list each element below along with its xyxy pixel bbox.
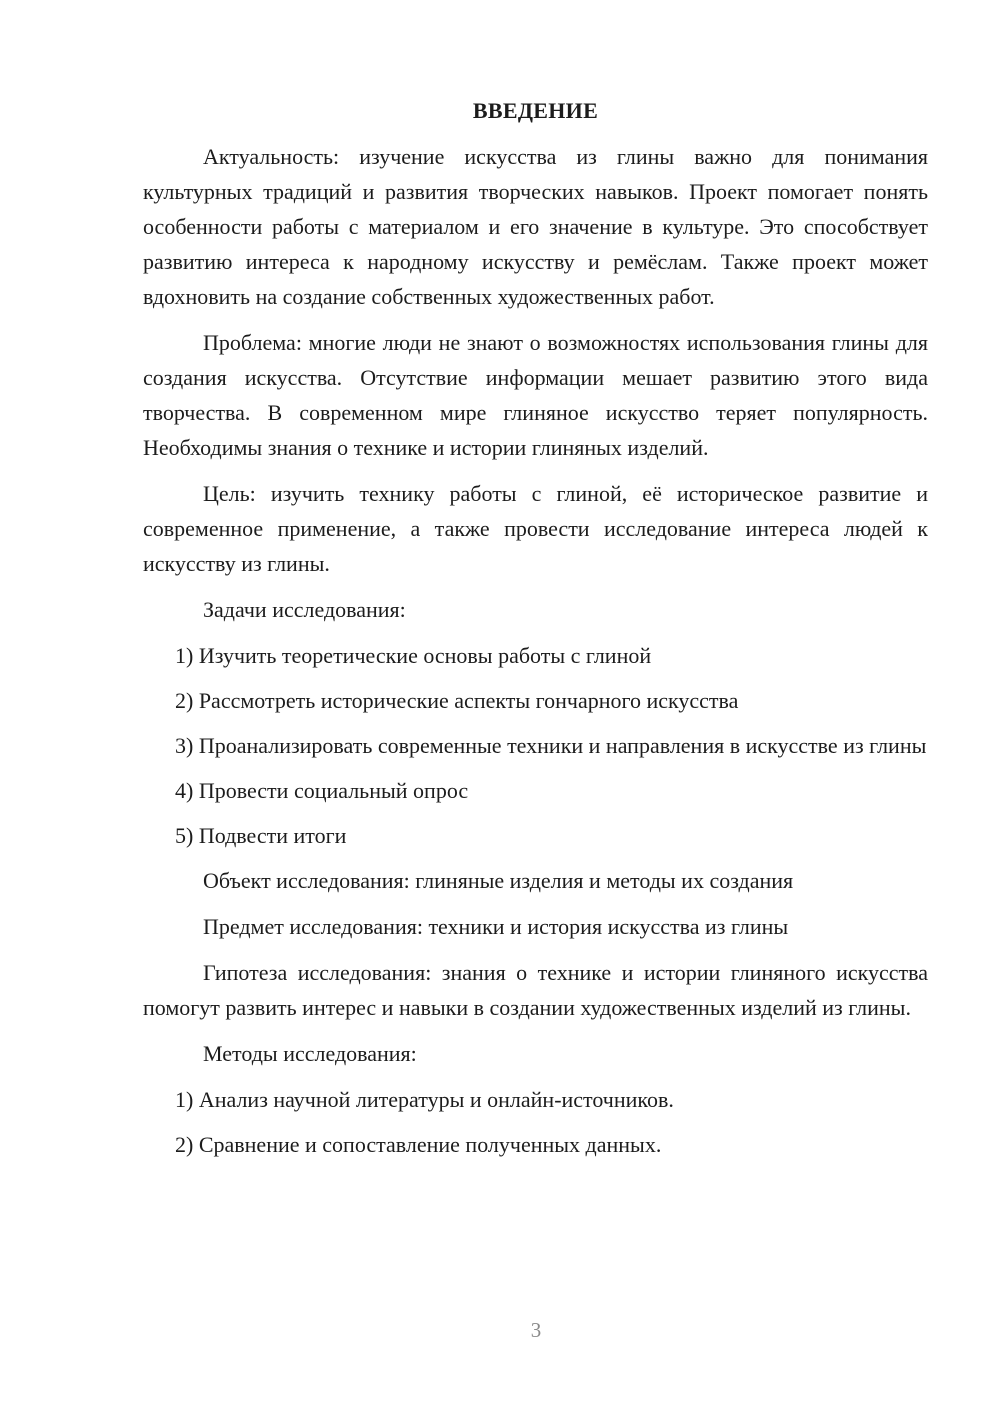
- hypothesis-paragraph: Гипотеза исследования: знания о технике и истории глиняного искусства помогут развить интерес и навыки в создании художественных изделий из глины.: [143, 960, 928, 1020]
- problem-paragraph: Проблема: многие люди не знают о возможностях использования глины для создания искусства. Отсутствие информации мешает развитию этого вида творчества. В современном мире глиняное искусство теряет популярность. Необходимы знания о технике и истории глиняных изделий.: [143, 330, 928, 460]
- task-item: 3) Проанализировать современные техники и направления в искусстве из глины: [175, 733, 927, 758]
- object-paragraph: Объект исследования: глиняные изделия и методы их создания: [203, 868, 794, 893]
- goal-paragraph: Цель: изучить технику работы с глиной, её историческое развитие и современное применение, а также провести исследование интереса людей к искусству из глины.: [143, 481, 928, 576]
- method-item: 1) Анализ научной литературы и онлайн-источников.: [175, 1087, 674, 1112]
- relevance-paragraph: Актуальность: изучение искусства из глины важно для понимания культурных традиций и развития творческих навыков. Проект помогает понять особенности работы с материалом и его значение в культуре. Это способствует развитию интереса к народному искусству и ремёслам. Также проект может вдохновить на создание собственных художественных работ.: [143, 144, 928, 309]
- tasks-heading: Задачи исследования:: [203, 597, 406, 622]
- section-title: ВВЕДЕНИЕ: [472, 98, 599, 123]
- task-item: 1) Изучить теоретические основы работы с глиной: [175, 643, 652, 668]
- methods-heading: Методы исследования:: [203, 1041, 417, 1066]
- page-number: 3: [530, 1318, 542, 1342]
- document-page: [143, 93, 928, 1172]
- task-item: 2) Рассмотреть исторические аспекты гончарного искусства: [175, 688, 739, 713]
- task-item: 4) Провести социальный опрос: [175, 778, 469, 803]
- task-item: 5) Подвести итоги: [175, 823, 347, 848]
- subject-paragraph: Предмет исследования: техники и история искусства из глины: [203, 914, 789, 939]
- method-item: 2) Сравнение и сопоставление полученных данных.: [175, 1132, 662, 1157]
